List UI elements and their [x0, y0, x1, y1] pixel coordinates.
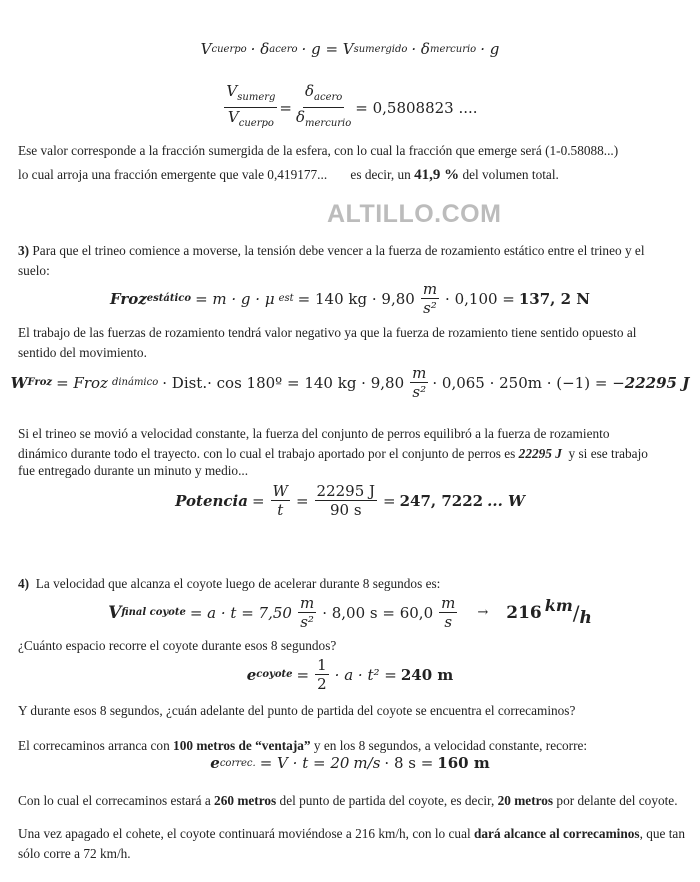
paragraph-line: fue entregado durante un minuto y medio...	[18, 463, 249, 478]
fraction	[315, 656, 329, 693]
eq-term: · δ	[250, 40, 270, 58]
text: del volumen total.	[459, 167, 559, 182]
paragraph-line: ¿Cuánto espacio recorre el coyote durante esos 8 segundos?	[18, 638, 337, 653]
text: y en los 8 segundos, a velocidad constante, recorre:	[310, 738, 588, 753]
eq-term: · Dist.· cos 180º = 140 kg · 9,80	[162, 373, 405, 392]
eq-result: 137, 2 N	[518, 289, 591, 308]
text: Para que el trineo comience a moverse, la tensión debe vencer a la fuerza de rozamiento estático entre el trineo y el	[29, 243, 645, 258]
paragraph-line	[18, 243, 645, 259]
eq-term: · δ	[411, 40, 430, 58]
watermark-logo: ALTILLO.COM	[327, 200, 502, 228]
eq-term: m	[412, 364, 427, 382]
equation-static-friction	[0, 280, 700, 317]
eq-unit: m/s	[353, 754, 381, 772]
eq-term: δ	[296, 108, 306, 126]
eq-sub: cuerpo	[238, 118, 274, 129]
text: por delante del coyote.	[553, 793, 678, 808]
eq-result: 22295 J	[624, 373, 690, 392]
eq-term: · g = V	[301, 40, 354, 58]
paragraph-line: El trabajo de las fuerzas de rozamiento tendrá valor negativo ya que la fuerza de rozamiento tiene sentido opuesto al	[18, 325, 637, 340]
emphasis: 100 metros de “ventaja”	[173, 738, 311, 753]
fraction	[421, 280, 439, 317]
text: Una vez apagado el cohete, el coyote continuará moviéndose a 216 km/h, con lo cual	[18, 826, 474, 841]
paragraph-line	[18, 826, 685, 842]
eq-result: 247, 7222	[399, 491, 484, 510]
paragraph-line: sentido del movimiento.	[18, 345, 147, 360]
eq-result: 216	[506, 602, 542, 623]
eq-sub: estático	[146, 293, 192, 304]
eq-sub: dinámico	[111, 377, 159, 388]
text: y si ese trabajo	[561, 446, 648, 461]
emphasis: 41,9 %	[414, 167, 460, 183]
eq-term: V	[108, 602, 122, 623]
paragraph-line	[18, 446, 648, 462]
eq-sub: mercurio	[429, 43, 477, 55]
fraction	[298, 594, 316, 631]
equation-balance	[0, 40, 700, 58]
eq-term: e	[246, 665, 257, 684]
paragraph-line: suelo:	[18, 263, 50, 278]
fraction	[224, 82, 277, 133]
eq-sign: =	[295, 491, 309, 510]
paragraph-line	[18, 167, 559, 183]
emphasis: 22295 J	[518, 446, 562, 461]
eq-sub: Froz	[27, 377, 53, 388]
eq-unit: h	[579, 607, 592, 628]
fraction	[271, 482, 290, 519]
eq-term: 2	[317, 675, 327, 693]
fraction	[294, 82, 353, 133]
eq-sign: =	[383, 491, 396, 510]
eq-sign: =	[279, 98, 292, 117]
fraction	[439, 594, 457, 631]
eq-sub: mercurio	[305, 118, 352, 129]
eq-term: = m · g · μ	[195, 289, 275, 308]
eq-sub: cuerpo	[211, 43, 247, 55]
eq-term: 22295 J	[316, 482, 376, 500]
eq-sub: sumergido	[353, 43, 408, 55]
equation-fraction	[0, 82, 700, 133]
paragraph-line	[18, 576, 440, 592]
paragraph-line: Ese valor corresponde a la fracción sumergida de la esfera, con lo cual la fracción que emerge será (1-0.58088...)	[18, 143, 619, 158]
eq-term: = a · t = 7,50	[189, 603, 292, 622]
paragraph-line	[18, 738, 587, 754]
equation-power	[0, 482, 700, 519]
eq-term: · 8 s =	[384, 754, 434, 772]
eq-term: s²	[423, 299, 437, 317]
eq-result: = 0,5808823 ....	[355, 98, 478, 117]
section-number: 4)	[18, 576, 30, 591]
paragraph-line: sólo corre a 72 km/h.	[18, 846, 131, 861]
emphasis: 20 metros	[497, 793, 554, 808]
eq-term: = 140 kg · 9,80	[297, 289, 415, 308]
eq-term: · 8,00 s = 60,0	[322, 603, 434, 622]
eq-term: s	[444, 613, 453, 631]
eq-sign: =	[251, 491, 265, 510]
equation-final-velocity: V final coyote = a · t = 7,50 m s² · 8,00 s = 60,0 m s → 216 km / h	[108, 594, 592, 631]
paragraph-line	[18, 793, 678, 809]
fraction	[315, 482, 378, 519]
eq-term: Froz	[109, 289, 147, 308]
eq-sub: coyote	[256, 669, 293, 680]
eq-term: V	[227, 108, 239, 126]
eq-term: 90 s	[330, 501, 362, 519]
eq-sub: acero	[314, 92, 343, 103]
eq-term: · 0,065 · 250m · (−1) = −	[432, 373, 625, 392]
eq-sub: final coyote	[121, 607, 186, 618]
paragraph-line: Si el trineo se movió a velocidad constante, la fuerza del conjunto de perros equilibró a la fuerza de rozamiento	[18, 426, 610, 441]
eq-sub: acero	[269, 43, 298, 55]
text: dinámico durante todo el trayecto. con lo cual el trabajo aportado por el conjunto de perros es	[18, 446, 519, 461]
section-number: 3)	[18, 243, 30, 258]
text: del punto de partida del coyote, es decir,	[276, 793, 498, 808]
eq-unit: km	[544, 596, 573, 615]
eq-term: W	[272, 482, 288, 500]
eq-term: · g	[480, 40, 500, 58]
emphasis: 260 metros	[214, 793, 277, 808]
eq-sub: sumerg	[237, 92, 276, 103]
eq-term: V	[200, 40, 212, 58]
eq-unit: ... W	[487, 491, 525, 510]
eq-term: m	[441, 594, 456, 612]
eq-result: 240 m	[400, 665, 454, 684]
text: La velocidad que alcanza el coyote luego de acelerar durante 8 segundos es:	[29, 576, 441, 591]
fraction	[410, 364, 428, 401]
eq-term: = V · t = 20	[259, 754, 350, 772]
eq-term: · a · t² =	[334, 665, 397, 684]
eq-term: W	[10, 373, 28, 392]
text: Con lo cual el correcaminos estará a	[18, 793, 215, 808]
eq-sub: est	[278, 293, 294, 304]
text: lo cual arroja una fracción emergente que vale 0,419177... es decir, un	[18, 167, 415, 182]
equation-roadrunner-distance	[0, 754, 700, 772]
eq-term: s²	[412, 383, 427, 401]
text: El correcaminos arranca con	[18, 738, 174, 753]
text: , que tan	[639, 826, 685, 841]
eq-term: t	[277, 501, 284, 519]
eq-term: m	[299, 594, 315, 612]
eq-term: Potencia	[175, 491, 248, 510]
eq-term: · 0,100 =	[445, 289, 515, 308]
eq-sub: correc.	[219, 757, 256, 769]
arrow-icon: →	[477, 605, 489, 620]
eq-term: s²	[300, 613, 314, 631]
eq-term: e	[210, 754, 220, 772]
eq-term: δ	[304, 82, 314, 100]
equation-coyote-distance: e coyote = $\frac{1}{2}$ · a · t² = 240 m	[246, 656, 454, 693]
eq-term: 1	[317, 656, 327, 674]
eq-term: m	[422, 280, 438, 298]
eq-result: 160 m	[437, 754, 490, 772]
equation-friction-work	[0, 364, 700, 401]
paragraph-line: Y durante esos 8 segundos, ¿cuán adelante del punto de partida del coyote se encuentra el correcaminos?	[18, 703, 576, 718]
eq-term: = Froz	[56, 373, 108, 392]
emphasis: dará alcance al correcaminos	[474, 826, 640, 841]
eq-term: V	[226, 82, 238, 100]
